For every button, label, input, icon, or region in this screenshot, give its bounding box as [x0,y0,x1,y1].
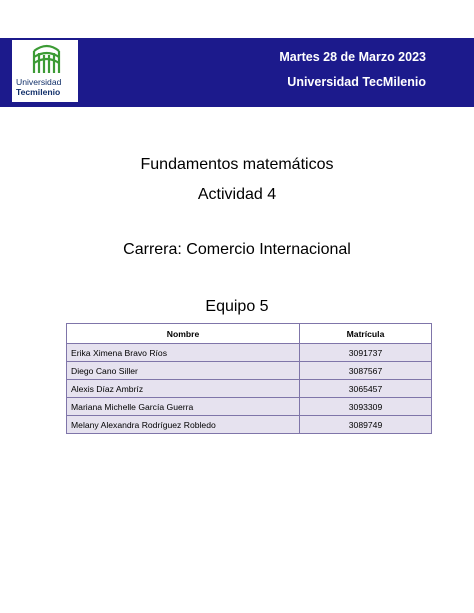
member-name: Erika Ximena Bravo Ríos [67,344,300,362]
tecmilenio-logo-icon [32,43,62,75]
member-name: Alexis Díaz Ambríz [67,380,300,398]
career-title: Carrera: Comercio Internacional [123,241,351,258]
member-name: Diego Cano Siller [67,362,300,380]
member-id: 3089749 [300,416,431,433]
team-table [66,323,432,434]
member-id: 3093309 [300,398,431,416]
table-row [67,380,431,398]
member-id: 3065457 [300,380,431,398]
member-id: 3091737 [300,344,431,362]
member-name: Mariana Michelle García Guerra [67,398,300,416]
table-row [67,398,431,416]
course-title: Fundamentos matemáticos [140,156,334,173]
team-title: Equipo 5 [205,298,269,315]
member-id: 3087567 [300,362,431,380]
header-nombre: Nombre [67,324,300,344]
header-date: Martes 28 de Marzo 2023 [279,50,426,64]
header-university: Universidad TecMilenio [287,75,426,89]
member-name: Melany Alexandra Rodríguez Robledo [67,416,300,433]
activity-title: Actividad 4 [197,186,277,203]
table-row [67,362,431,380]
table-row [67,344,431,362]
university-logo [12,40,78,102]
table-header-row [67,324,431,344]
logo-text-tecmilenio: Tecmilenio [16,87,61,97]
header-matricula: Matrícula [300,324,431,344]
table-row [67,416,431,433]
logo-text-universidad: Universidad [16,77,62,87]
